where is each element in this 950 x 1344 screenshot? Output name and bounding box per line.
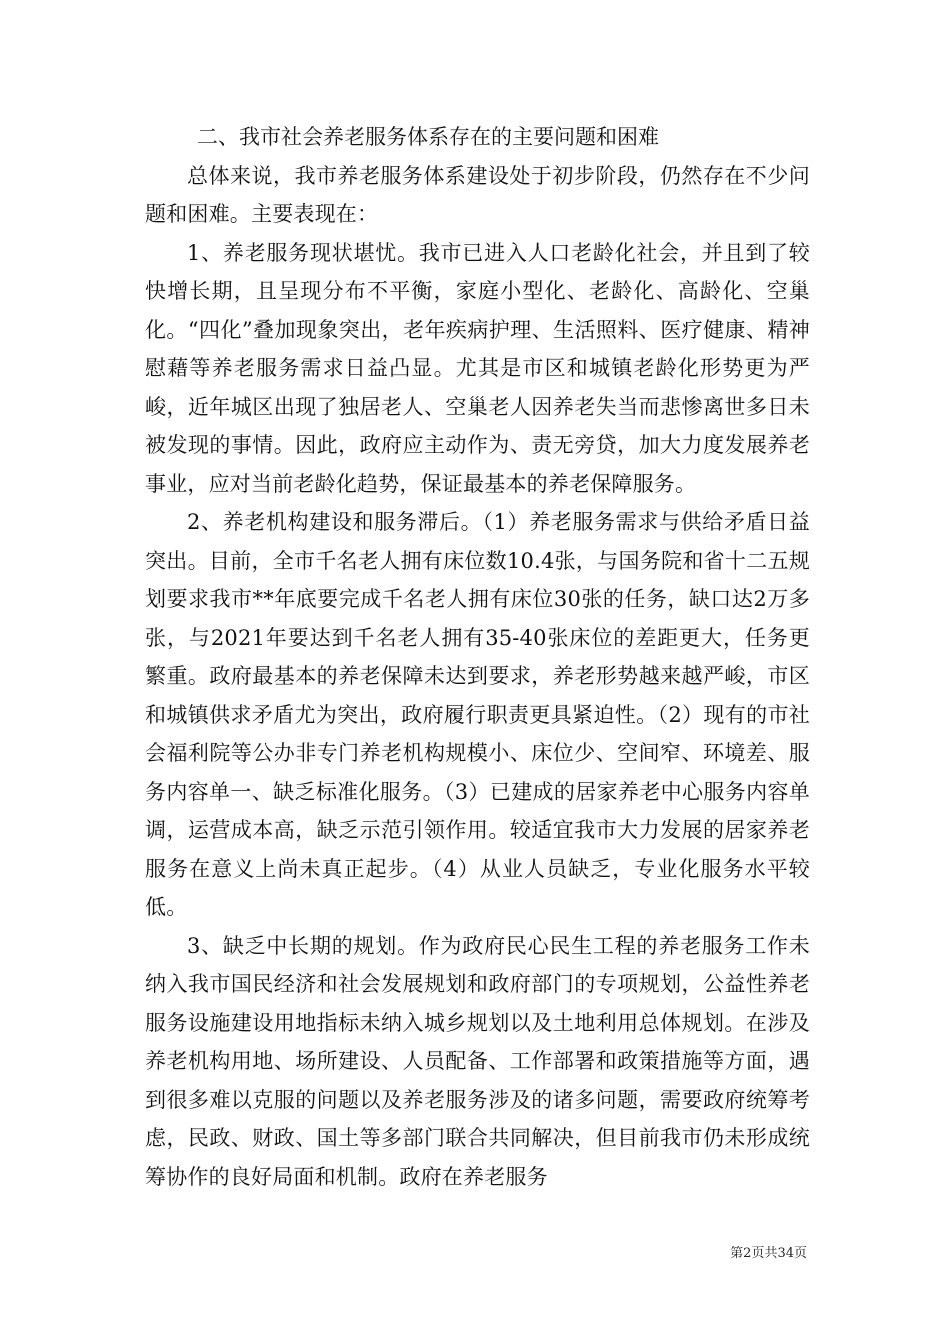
- page-number-footer: 第2页共34页: [730, 1246, 807, 1261]
- section-heading: 二、我市社会养老服务体系存在的主要问题和困难: [197, 125, 659, 149]
- document-body: [145, 118, 810, 1196]
- paragraph-point-3: 3、缺乏中长期的规划。作为政府民心民生工程的养老服务工作未纳入我市国民经济和社会发展规划和政府部门的专项规划，公益性养老服务设施建设用地指标未纳入城乡规划以及土地利用总体规划。在涉及养老机构用地、场所建设、人员配备、工作部署和政策措施等方面，遇到很多难以克服的问题以及养老服务涉及的诸多问题，需要政府统筹考虑，民政、财政、国土等多部门联合共同解决，但目前我市仍未形成统筹协作的良好局面和机制。政府在养老服务: [145, 933, 810, 1189]
- paragraph-point-1: 1、养老服务现状堪忧。我市已进入人口老龄化社会，并且到了较快增长期，且呈现分布不平衡，家庭小型化、老龄化、高龄化、空巢化。“四化”叠加现象突出，老年疾病护理、生活照料、医疗健康、精神慰藉等养老服务需求日益凸显。尤其是市区和城镇老龄化形势更为严峻，近年城区出现了独居老人、空巢老人因养老失当而悲惨离世多日未被发现的事情。因此，政府应主动作为、责无旁贷，加大力度发展养老事业，应对当前老龄化趋势，保证最基本的养老保障服务。: [145, 240, 810, 496]
- paragraph-point-2: 2、养老机构建设和服务滞后。（1）养老服务需求与供给矛盾日益突出。目前，全市千名老人拥有床位数10.4张，与国务院和省十二五规划要求我市**年底要完成千名老人拥有床位30张的任务，缺口达2万多张，与2021年要达到千名老人拥有35-40张床位的差距更大，任务更繁重。政府最基本的养老保障未达到要求，养老形势越来越严峻，市区和城镇供求矛盾尤为突出，政府履行职责更具紧迫性。（2）现有的市社会福利院等公办非专门养老机构规模小、床位少、空间窄、环境差、服务内容单一、缺乏标准化服务。（3）已建成的居家养老中心服务内容单调，运营成本高，缺乏示范引领作用。较适宜我市大力发展的居家养老服务在意义上尚未真正起步。（4）从业人员缺乏，专业化服务水平较低。: [145, 510, 810, 919]
- paragraph-overview: 总体来说，我市养老服务体系建设处于初步阶段，仍然存在不少问题和困难。主要表现在：: [145, 163, 810, 226]
